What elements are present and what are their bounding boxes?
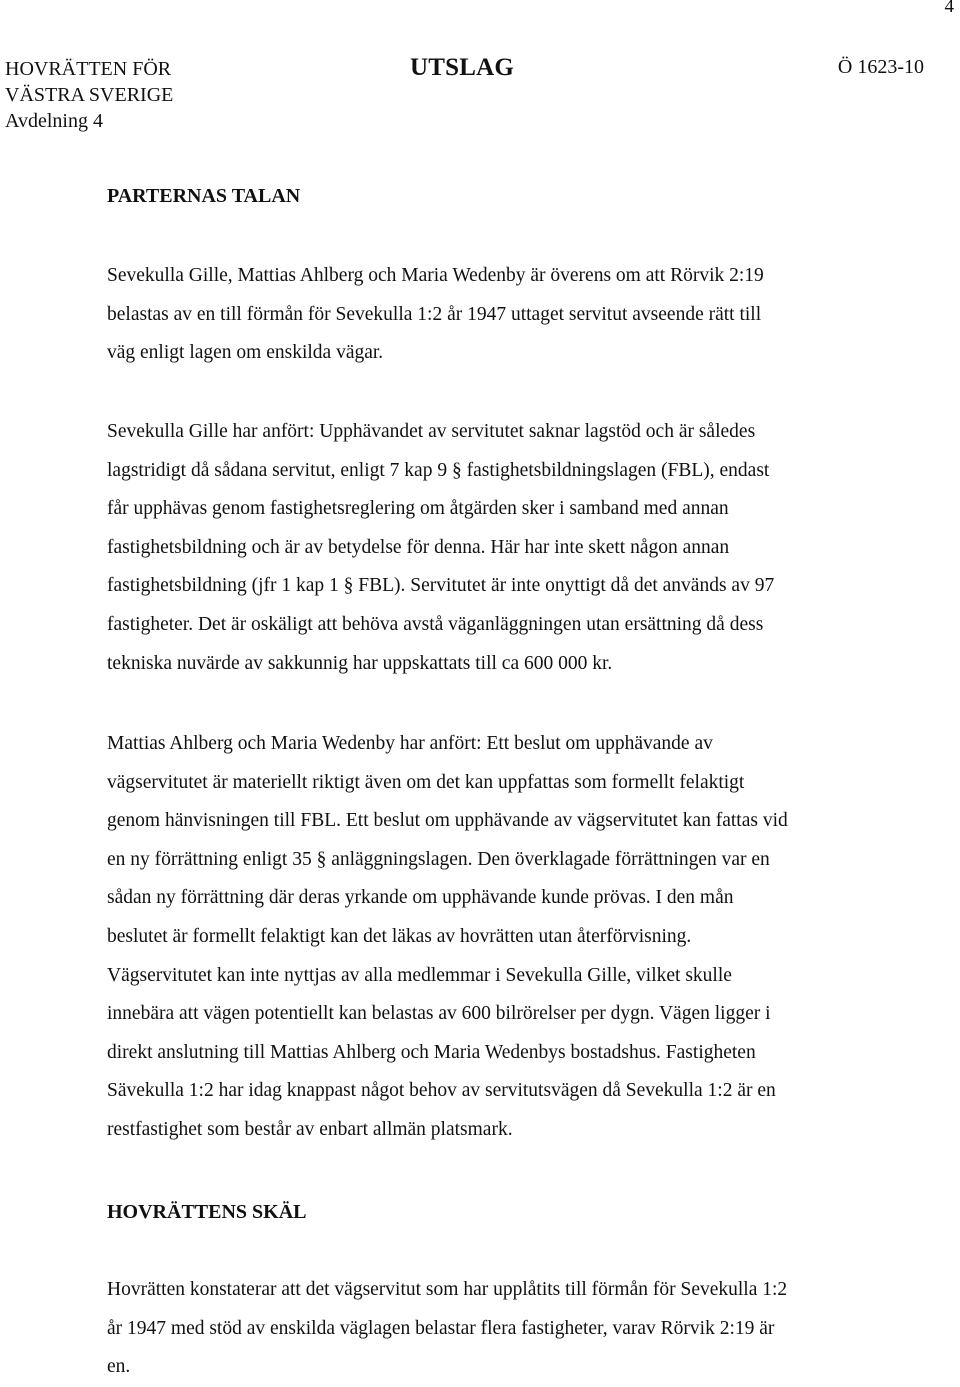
paragraph-ahlberg-wedenby: [107, 725, 907, 1150]
section-heading-court-reasons: HOVRÄTTENS SKÄL: [107, 1201, 307, 1223]
text-line: får upphävas genom fastighetsreglering om åtgärden sker i samband med annan: [107, 498, 729, 520]
document-type: UTSLAG: [410, 54, 515, 81]
text-line: beslutet är formellt felaktigt kan det läkas av hovrätten utan återförvisning.: [107, 925, 692, 947]
text-line: Hovrätten konstaterar att det vägservitut som har upplåtits till förmån för Sevekulla 1:2: [107, 1279, 788, 1300]
text-line: genom hänvisningen till FBL. Ett beslut om upphävande av vägservitutet kan fattas vid: [107, 810, 788, 832]
section-heading-parties: PARTERNAS TALAN: [107, 185, 301, 207]
page-number: 4: [944, 0, 954, 17]
paragraph-agreement: [107, 257, 907, 373]
text-line: fastigheter. Det är oskäligt att behöva avstå väganläggningen utan ersättning då dess: [107, 613, 764, 635]
paragraph-sevekulla-gille: [107, 413, 907, 683]
text-line: Mattias Ahlberg och Maria Wedenby har anfört: Ett beslut om upphävande av: [107, 733, 713, 754]
text-line: lagstridigt då sådana servitut, enligt 7 kap 9 § fastighetsbildningslagen (FBL), endast: [107, 459, 770, 481]
court-name-block: [5, 56, 173, 134]
text-line: Vägservitutet kan inte nyttjas av alla medlemmar i Sevekulla Gille, vilket skulle: [107, 964, 732, 986]
paragraph-court-finding: [107, 1271, 907, 1387]
text-line: direkt anslutning till Mattias Ahlberg och Maria Wedenbys bostadshus. Fastigheten: [107, 1041, 756, 1063]
text-line: Sevekulla Gille har anfört: Upphävandet av servitutet saknar lagstöd och är således: [107, 421, 756, 442]
text-line: vägservitutet är materiellt riktigt även om det kan uppfattas som formellt felaktigt: [107, 771, 745, 793]
text-line: tekniska nuvärde av sakkunnig har uppskattats till ca 600 000 kr.: [107, 652, 613, 674]
text-line: restfastighet som består av enbart allmän platsmark.: [107, 1118, 513, 1140]
text-line: en.: [107, 1356, 131, 1378]
court-division: Avdelning 4: [5, 110, 103, 132]
text-line: sådan ny förrättning där deras yrkande om upphävande kunde prövas. I den mån: [107, 887, 734, 909]
court-name-line-2: VÄSTRA SVERIGE: [5, 84, 174, 106]
text-line: Sevekulla Gille, Mattias Ahlberg och Maria Wedenby är överens om att Rörvik 2:19: [107, 265, 764, 286]
text-line: fastighetsbildning och är av betydelse för denna. Här har inte skett någon annan: [107, 536, 730, 558]
court-name-line-1: HOVRÄTTEN FÖR: [5, 58, 172, 80]
text-line: fastighetsbildning (jfr 1 kap 1 § FBL). Servitutet är inte onyttigt då det används av 97: [107, 575, 775, 597]
text-line: belastas av en till förmån för Sevekulla 1:2 år 1947 uttaget servitut avseende rätt till: [107, 303, 762, 325]
text-line: innebära att vägen potentiellt kan belastas av 600 bilrörelser per dygn. Vägen ligger i: [107, 1003, 771, 1025]
case-number: Ö 1623-10: [837, 56, 924, 78]
text-line: Sävekulla 1:2 har idag knappast något behov av servitutsvägen då Sevekulla 1:2 är en: [107, 1080, 776, 1102]
text-line: år 1947 med stöd av enskilda väglagen belastar flera fastigheter, varav Rörvik 2:19 är: [107, 1317, 775, 1339]
text-line: en ny förrättning enligt 35 § anläggningslagen. Den överklagade förrättningen var en: [107, 848, 770, 870]
text-line: väg enligt lagen om enskilda vägar.: [107, 342, 384, 364]
